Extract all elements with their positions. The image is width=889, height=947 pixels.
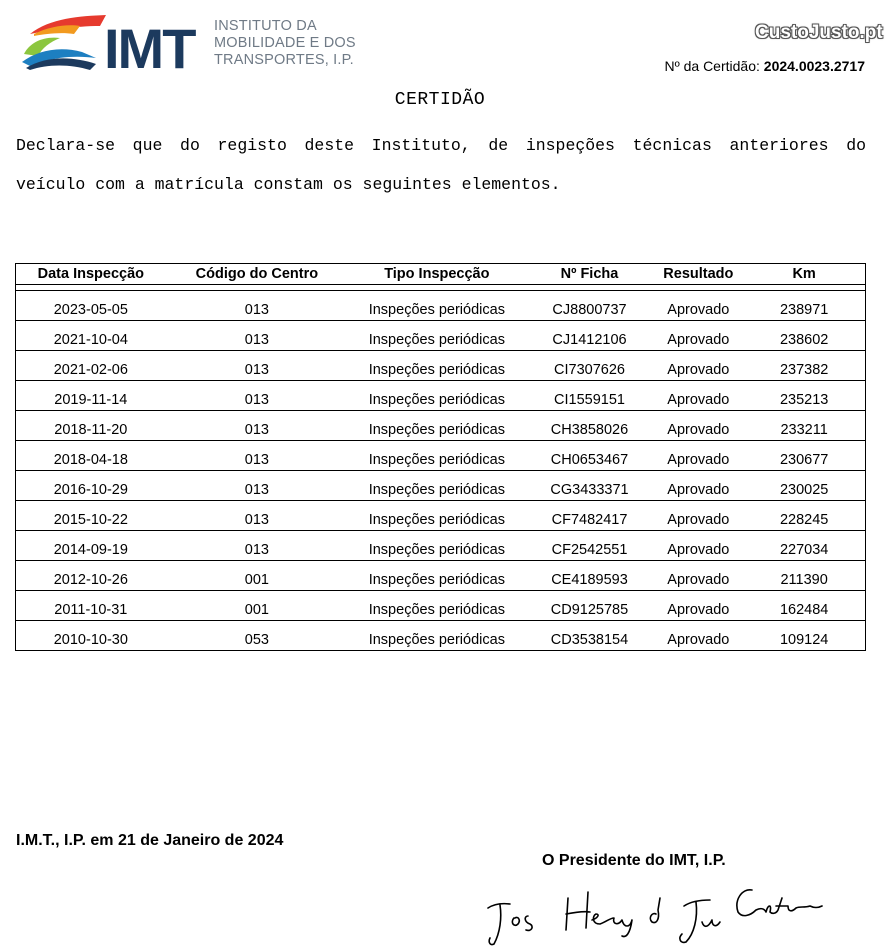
cell-inspection-date: 2015-10-22 [16,501,166,531]
cell-result: Aprovado [653,351,743,381]
cell-centre-code: 013 [166,441,348,471]
cell-result: Aprovado [653,381,743,411]
cell-inspection-date: 2023-05-05 [16,291,166,321]
cell-inspection-type: Inspeções periódicas [348,621,526,651]
handwritten-signature [480,878,830,947]
cell-result: Aprovado [653,471,743,501]
cell-centre-code: 013 [166,471,348,501]
cell-inspection-type: Inspeções periódicas [348,531,526,561]
cell-form-number: CE4189593 [526,561,654,591]
institute-name [214,18,356,69]
table-row [16,471,866,501]
cell-centre-code: 013 [166,351,348,381]
table-row [16,381,866,411]
cell-inspection-date: 2010-10-30 [16,621,166,651]
cell-inspection-date: 2019-11-14 [16,381,166,411]
cell-inspection-date: 2018-04-18 [16,441,166,471]
cell-inspection-date: 2016-10-29 [16,471,166,501]
cell-inspection-date: 2012-10-26 [16,561,166,591]
cell-inspection-type: Inspeções periódicas [348,441,526,471]
cell-inspection-type: Inspeções periódicas [348,351,526,381]
cell-form-number: CF7482417 [526,501,654,531]
declaration-text: Declara-se que do registo deste Instituto, de inspeções técnicas anteriores do veículo com a matrícula constam os seguintes elementos. [16,136,866,194]
cell-result: Aprovado [653,621,743,651]
custojusto-watermark: CustoJusto.pt [755,22,883,43]
cell-inspection-date: 2011-10-31 [16,591,166,621]
cell-form-number: CH0653467 [526,441,654,471]
table-body [16,291,866,651]
cell-form-number: CI7307626 [526,351,654,381]
cell-km: 238602 [743,321,865,351]
cell-centre-code: 013 [166,291,348,321]
cell-km: 230677 [743,441,865,471]
cell-form-number: CF2542551 [526,531,654,561]
cell-result: Aprovado [653,591,743,621]
cell-km: 228245 [743,501,865,531]
cell-inspection-type: Inspeções periódicas [348,471,526,501]
cell-inspection-type: Inspeções periódicas [348,291,526,321]
header-centre-code: Código do Centro [166,264,348,285]
inspections-table [15,263,866,651]
cell-form-number: CJ8800737 [526,291,654,321]
cell-centre-code: 013 [166,501,348,531]
cell-km: 227034 [743,531,865,561]
cell-inspection-type: Inspeções periódicas [348,381,526,411]
cell-result: Aprovado [653,411,743,441]
table-row [16,351,866,381]
cell-inspection-date: 2014-09-19 [16,531,166,561]
institute-line: INSTITUTO DA [214,18,317,34]
certificate-number-value: 2024.0023.2717 [763,58,865,74]
certificate-number-label: Nº da Certidão: [664,58,760,74]
header-km: Km [743,264,865,285]
table-row [16,321,866,351]
cell-centre-code: 001 [166,561,348,591]
certificate-number [665,58,866,74]
cell-centre-code: 001 [166,591,348,621]
cell-centre-code: 013 [166,381,348,411]
cell-km: 230025 [743,471,865,501]
cell-inspection-date: 2021-10-04 [16,321,166,351]
table-header-row [16,264,866,285]
cell-km: 238971 [743,291,865,321]
cell-inspection-type: Inspeções periódicas [348,321,526,351]
cell-result: Aprovado [653,291,743,321]
imt-logo [20,12,210,74]
cell-inspection-type: Inspeções periódicas [348,411,526,441]
signatory-title: O Presidente do IMT, I.P. [542,852,726,869]
cell-form-number: CI1559151 [526,381,654,411]
cell-centre-code: 013 [166,321,348,351]
table-row [16,501,866,531]
cell-result: Aprovado [653,561,743,591]
cell-result: Aprovado [653,531,743,561]
table-row [16,621,866,651]
logo-wordmark: IMT [104,17,195,74]
cell-centre-code: 053 [166,621,348,651]
cell-result: Aprovado [653,501,743,531]
cell-km: 162484 [743,591,865,621]
cell-form-number: CH3858026 [526,411,654,441]
cell-form-number: CD3538154 [526,621,654,651]
cell-centre-code: 013 [166,531,348,561]
cell-inspection-date: 2018-11-20 [16,411,166,441]
cell-inspection-type: Inspeções periódicas [348,591,526,621]
cell-km: 237382 [743,351,865,381]
header-inspection-date: Data Inspecção [16,264,166,285]
cell-form-number: CD9125785 [526,591,654,621]
cell-form-number: CJ1412106 [526,321,654,351]
cell-km: 109124 [743,621,865,651]
cell-km: 211390 [743,561,865,591]
cell-result: Aprovado [653,441,743,471]
cell-centre-code: 013 [166,411,348,441]
table-row [16,441,866,471]
table-row [16,591,866,621]
cell-inspection-type: Inspeções periódicas [348,561,526,591]
cell-inspection-type: Inspeções periódicas [348,501,526,531]
header-form-number: Nº Ficha [526,264,654,285]
table-row [16,531,866,561]
document-title: CERTIDÃO [394,90,486,110]
institute-line: MOBILIDADE E DOS [214,35,356,51]
cell-result: Aprovado [653,321,743,351]
institute-line: TRANSPORTES, I.P. [214,52,354,68]
table-row [16,411,866,441]
table-row [16,561,866,591]
cell-km: 235213 [743,381,865,411]
table-row [16,291,866,321]
header-inspection-type: Tipo Inspecção [348,264,526,285]
place-and-date: I.M.T., I.P. em 21 de Janeiro de 2024 [16,832,284,849]
header-result: Resultado [653,264,743,285]
cell-km: 233211 [743,411,865,441]
cell-form-number: CG3433371 [526,471,654,501]
cell-inspection-date: 2021-02-06 [16,351,166,381]
